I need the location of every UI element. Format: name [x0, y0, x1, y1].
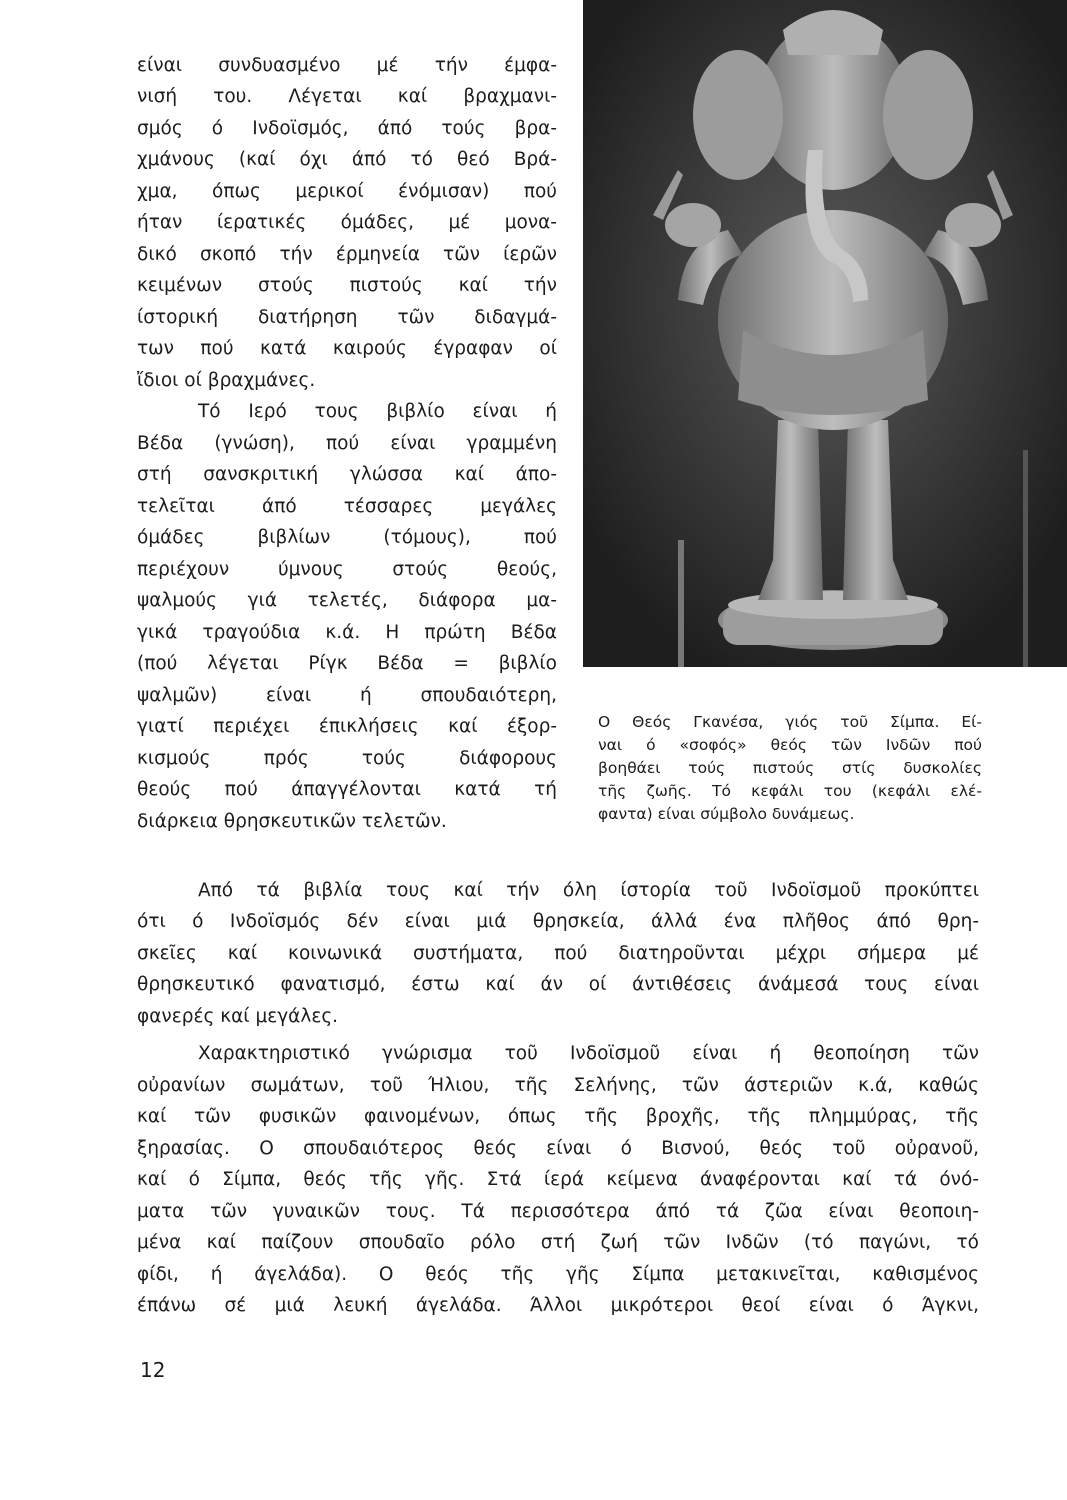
text-line: όμάδες βιβλίων (τόμους), πού [137, 527, 557, 548]
paragraph-start-line: Από τά βιβλία τους καί τήν όλη ίστορία τοῦ Ινδοϊσμοῦ προκύπτει [198, 880, 979, 901]
text-line: φανερές καί μεγάλες. [137, 1006, 339, 1027]
caption-line: ναι ό «σοφός» θεός τῶν Ινδῶν πού [598, 736, 982, 754]
text-line: ματα τῶν γυναικῶν τους. Τά περισσότερα άπό τά ζῶα είναι θεοποιη- [137, 1201, 979, 1222]
text-line: νισή του. Λέγεται καί βραχμανι- [137, 86, 557, 107]
text-line: έπάνω σέ μιά λευκή άγελάδα. Άλλοι μικρότεροι θεοί είναι ό Άγκνι, [137, 1295, 979, 1316]
paragraph-start-line: Χαρακτηριστικό γνώρισμα τοῦ Ινδοϊσμοῦ είναι ή θεοποίηση τῶν [198, 1043, 979, 1064]
text-line: ἴδιοι οί βραχμάνες. [137, 370, 316, 391]
caption-line: φαντα) είναι σύμβολο δυνάμεως. [598, 805, 855, 823]
text-line: μένα καί παίζουν σπουδαῖο ρόλο στή ζωή τῶν Ινδῶν (τό παγώνι, τό [137, 1232, 979, 1253]
text-line: (πού λέγεται Ρίγκ Βέδα = βιβλίο [137, 653, 557, 674]
text-line: στή σανσκριτική γλώσσα καί άπο- [137, 464, 557, 485]
text-line: θεούς πού άπαγγέλονται κατά τή [137, 779, 557, 800]
caption-line: βοηθάει τούς πιστούς στίς δυσκολίες [598, 759, 982, 777]
text-line: κισμούς πρός τούς διάφορους [137, 748, 557, 769]
statue-illustration [583, 0, 1067, 667]
text-line: κειμένων στούς πιστούς καί τήν [137, 275, 557, 296]
text-line: περιέχουν ύμνους στούς θεούς, [137, 559, 557, 580]
text-line: χμάνους (καί όχι άπό τό θεό Βρά- [137, 149, 557, 170]
text-line: θρησκευτικό φανατισμό, έστω καί άν οί άντιθέσεις άνάμεσά τους είναι [137, 974, 979, 995]
text-line: δικό σκοπό τήν έρμηνεία τῶν ίερῶν [137, 244, 557, 265]
text-line: ίστορική διατήρηση τῶν διδαγμά- [137, 307, 557, 328]
caption-line: τῆς ζωῆς. Τό κεφάλι του (κεφάλι ελέ- [598, 782, 982, 800]
text-line: γιατί περιέχει έπικλήσεις καί έξορ- [137, 716, 557, 737]
paragraph-start-line: Τό Ιερό τους βιβλίο είναι ή [198, 401, 557, 422]
text-line: καί τῶν φυσικῶν φαινομένων, όπως τῆς βροχῆς, τῆς πλημμύρας, τῆς [137, 1106, 979, 1127]
text-line: διάρκεια θρησκευτικῶν τελετῶν. [137, 811, 447, 832]
text-line: ψαλμούς γιά τελετές, διάφορα μα- [137, 590, 557, 611]
text-line: καί ό Σίμπα, θεός τῆς γῆς. Στά ίερά κείμενα άναφέρονται καί τά όνό- [137, 1169, 979, 1190]
text-line: ψαλμῶν) είναι ή σπουδαιότερη, [137, 685, 557, 706]
text-line: χμα, όπως μερικοί ένόμισαν) πού [137, 181, 557, 202]
text-line: οὐρανίων σωμάτων, τοῦ Ήλιου, τῆς Σελήνης, τῶν άστεριῶν κ.ά, καθώς [137, 1075, 979, 1096]
text-line: είναι συνδυασμένο μέ τήν έμφα- [137, 55, 557, 76]
ganesha-statue-photo [583, 0, 1067, 667]
text-line: σμός ό Ινδοϊσμός, άπό τούς βρα- [137, 118, 557, 139]
text-line: Βέδα (γνώση), πού είναι γραμμένη [137, 433, 557, 454]
text-line: ότι ό Ινδοϊσμός δέν είναι μιά θρησκεία, άλλά ένα πλῆθος άπό θρη- [137, 911, 979, 932]
caption-line: Ο Θεός Γκανέσα, γιός τοῦ Σίμπα. Εί- [598, 713, 982, 731]
text-line: ήταν ίερατικές όμάδες, μέ μονα- [137, 212, 557, 233]
page-number: 12 [140, 1358, 166, 1382]
text-line: σκεῖες καί κοινωνικά συστήματα, πού διατηροῦνται μέχρι σήμερα μέ [137, 943, 979, 964]
text-line: των πού κατά καιρούς έγραφαν οί [137, 338, 557, 359]
text-line: τελεῖται άπό τέσσαρες μεγάλες [137, 496, 557, 517]
text-line: γικά τραγούδια κ.ά. Η πρώτη Βέδα [137, 622, 557, 643]
text-line: φίδι, ή άγελάδα). Ο θεός τῆς γῆς Σίμπα μετακινεῖται, καθισμένος [137, 1264, 979, 1285]
text-line: ξηρασίας. Ο σπουδαιότερος θεός είναι ό Βισνού, θεός τοῦ οὐρανοῦ, [137, 1138, 979, 1159]
